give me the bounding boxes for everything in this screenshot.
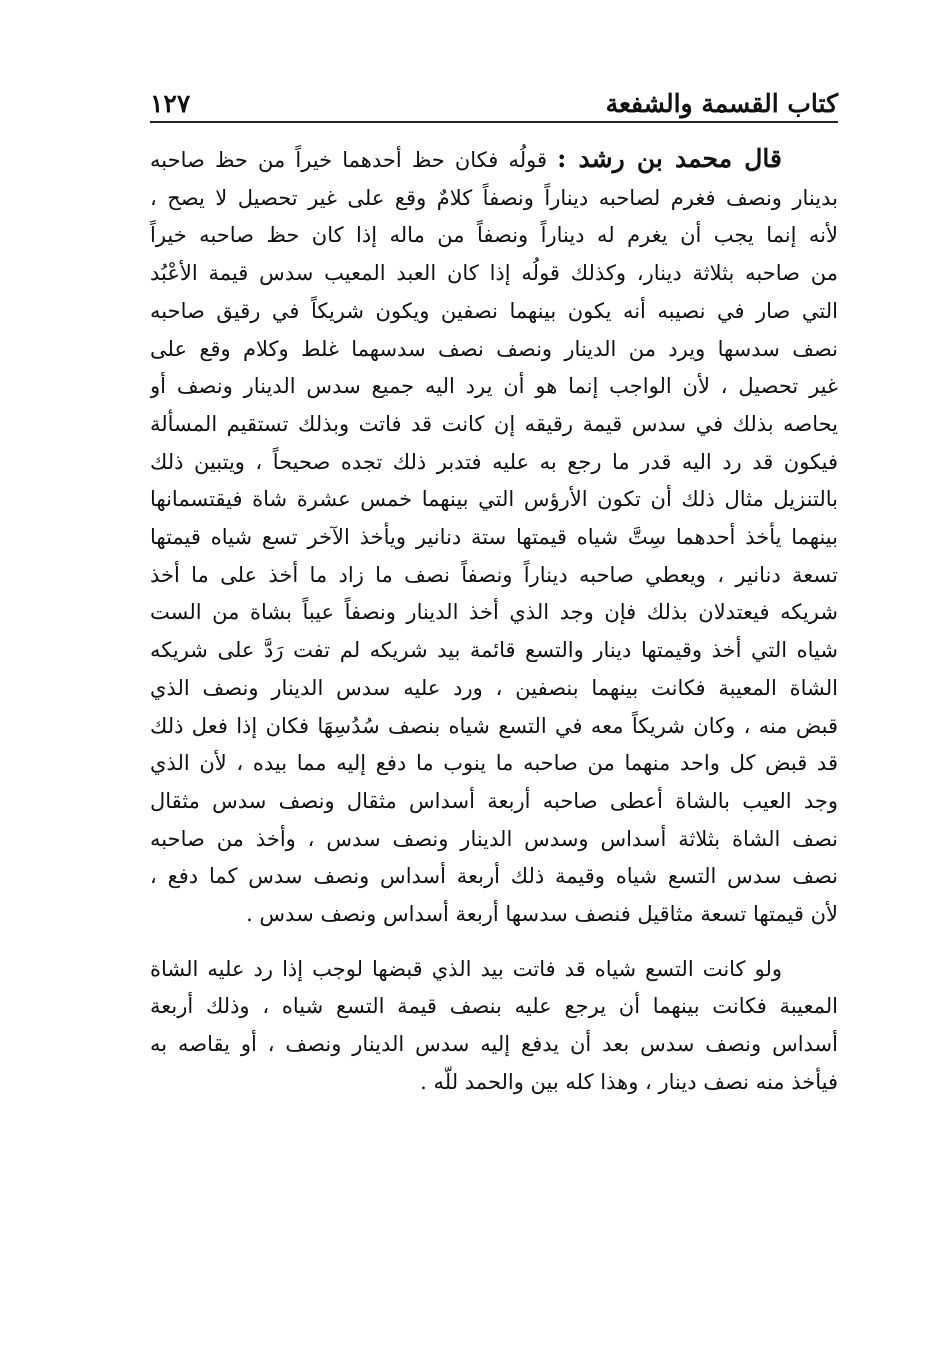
text-line: من صاحبه بثلاثة دينار، وكذلك قولُه إذا كان العبد المعيب سدس قيمة الأعْبُد	[150, 261, 838, 286]
text-line: فيأخذ منه نصف دينار ، وهذا كله بين والحمد للّه .	[420, 1069, 838, 1094]
body-text	[150, 140, 838, 1102]
text-line: شريكه فيعتدلان بذلك فإن وجد الذي أخذ الدينار ونصفاً عيباً بشاة من الست	[150, 600, 838, 625]
text-line: لأنه إنما يجب أن يغرم له ديناراً ونصفاً من ماله إذا كان حظ صاحبه خيراً	[150, 223, 838, 248]
text-line: بدينار ونصف فغرم لصاحبه ديناراً ونصفاً كلامٌ وقع على غير تحصيل لا يصح ،	[150, 185, 838, 210]
text-line: قد قبض كل واحد منهما من صاحبه ما ينوب ما دفع إليه مما بيده ، لأن الذي	[150, 751, 838, 776]
paragraph-1	[150, 140, 838, 934]
text-line: المعيبة فكانت بينهما أن يرجع عليه بنصف قيمة التسع شياه ، وذلك أربعة	[150, 994, 838, 1019]
text-line: قبض منه ، وكان شريكاً معه في التسع شياه بنصف سُدُسِهَا فكان إذا فعل ذلك	[150, 713, 838, 738]
text-line: نصف سدس التسع شياه وقيمة ذلك أربعة أسداس ونصف سدس كما دفع ،	[150, 864, 838, 889]
text-line: يحاصه بذلك في سدس قيمة رقيقه إن كانت قد فاتت وبذلك تستقيم المسألة	[150, 411, 838, 436]
text-line: شياه التي أخذ وقيمتها دينار والتسع قائمة بيد شريكه لم تفت رَدَّ على شريكه	[150, 638, 838, 663]
speaker-heading: قال محمد بن رشد :	[557, 144, 782, 173]
text-line	[150, 140, 838, 180]
text-line: فيكون قد رد اليه قدر ما رجع به عليه فتدبر ذلك تجده صحيحاً ، ويتبين ذلك	[150, 449, 838, 474]
running-head	[150, 80, 838, 120]
text-line: نصف سدسها ويرد من الدينار ونصف نصف سدسهما غلط وكلام وقع على	[150, 336, 838, 361]
text-line: بينهما يأخذ أحدهما سِتَّ شياه قيمتها ستة دنانير ويأخذ الآخر تسع شياه قيمتها	[150, 525, 838, 550]
paragraph-2	[150, 951, 838, 1102]
page-number: ١٢٧	[150, 89, 191, 118]
text-line: الشاة المعيبة فكانت بينهما بنصفين ، ورد عليه سدس الدينار ونصف الذي	[150, 675, 838, 700]
text-line: لأن قيمتها تسعة مثاقيل فنصف سدسها أربعة أسداس ونصف سدس .	[246, 902, 838, 927]
text-line: ولو كانت التسع شياه قد فاتت بيد الذي قبضها لوجب إذا رد عليه الشاة	[150, 956, 782, 981]
text-line: غير تحصيل ، لأن الواجب إنما هو أن يرد اليه جميع سدس الدينار ونصف أو	[150, 374, 838, 399]
text-line: وجد العيب بالشاة أعطى صاحبه أربعة أسداس مثقال ونصف سدس مثقال	[150, 788, 838, 813]
text-line: تسعة دنانير ، ويعطي صاحبه ديناراً ونصفاً نصف ما زاد ما أخذ على ما أخذ	[150, 562, 838, 587]
line-text: قولُه فكان حظ أحدهما خيراً من حظ صاحبه	[150, 148, 547, 172]
text-line: نصف الشاة بثلاثة أسداس وسدس الدينار ونصف سدس ، وأخذ من صاحبه	[150, 826, 838, 851]
header-rule	[150, 121, 838, 123]
text-line: أسداس ونصف سدس بعد أن يدفع إليه سدس الدينار ونصف ، أو يقاصه به	[150, 1032, 838, 1057]
running-head-title: كتاب القسمة والشفعة	[605, 89, 838, 118]
text-line: التي صار في نصيبه أنه يكون بينهما نصفين ويكون شريكاً في رقيق صاحبه	[150, 298, 838, 323]
text-line: بالتنزيل مثال ذلك أن تكون الأرؤس التي بينهما خمس عشرة شاة فيقتسمانها	[150, 487, 838, 512]
